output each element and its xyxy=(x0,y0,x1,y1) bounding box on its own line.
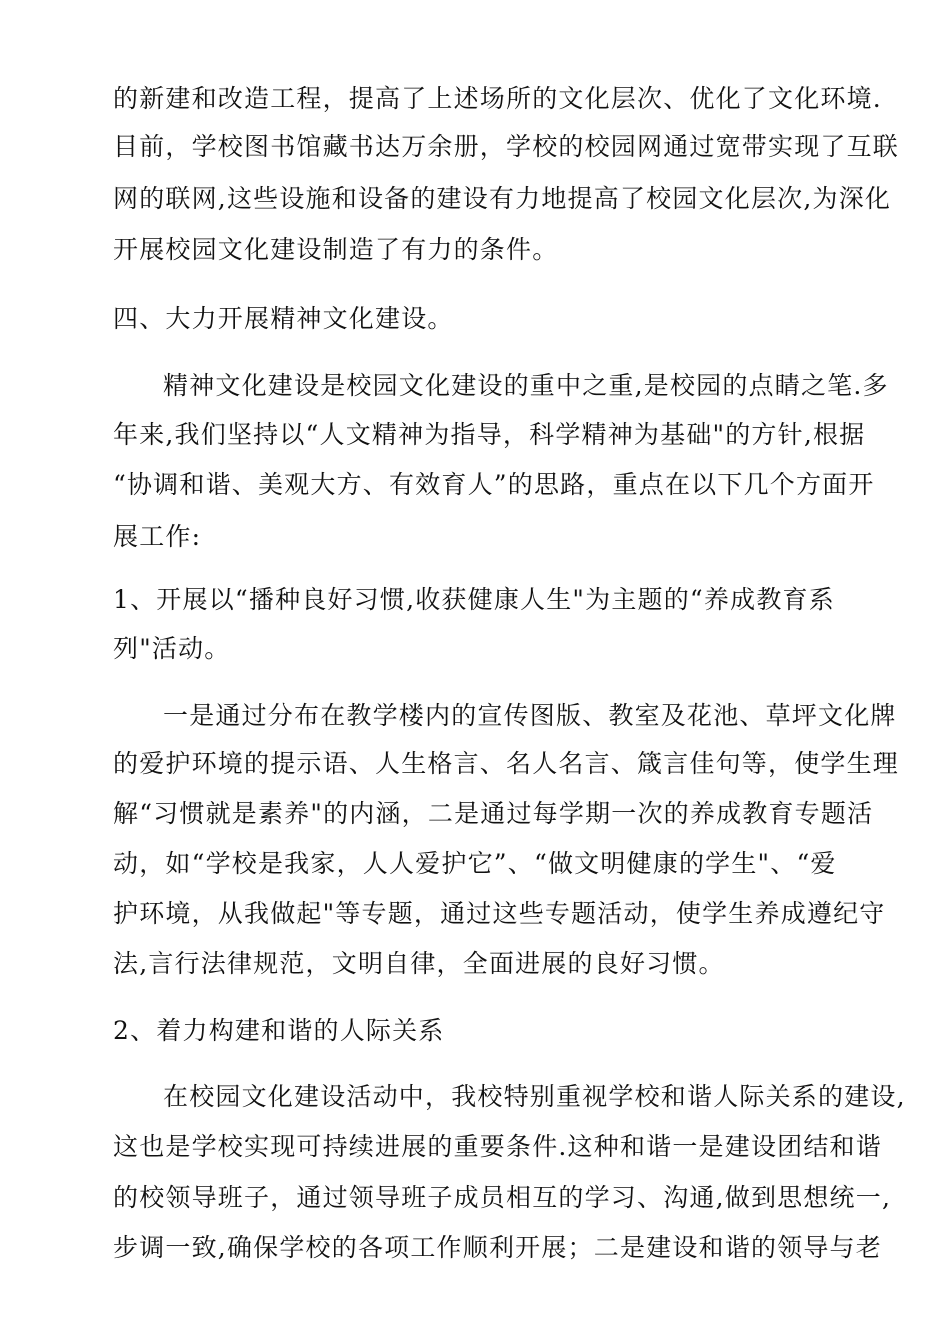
paragraph3-line-2: 这也是学校实现可持续进展的重要条件.这种和谐一是建设团结和谐 xyxy=(113,1132,882,1161)
paragraph2-line-5: 护环境，从我做起"等专题，通过这些专题活动，使学生养成遵纪守 xyxy=(113,899,886,928)
text-line-1: 的新建和改造工程，提高了上述场所的文化层次、优化了文化环境. xyxy=(113,84,882,113)
paragraph2-line-4: 动，如“学校是我家，人人爱护它”、“做文明健康的学生"、“爱 xyxy=(113,849,837,878)
paragraph-line-2: 年来,我们坚持以“人文精神为指导，科学精神为基础"的方针,根据 xyxy=(113,420,866,449)
list-item-1-line-1: 1、开展以“播种良好习惯,收获健康人生"为主题的“养成教育系 xyxy=(113,585,835,614)
list-item-2-heading: 2、着力构建和谐的人际关系 xyxy=(113,1016,445,1045)
paragraph3-line-4: 步调一致,确保学校的各项工作顺利开展；二是建设和谐的领导与老 xyxy=(113,1233,882,1262)
paragraph2-line-1: 一是通过分布在教学楼内的宣传图版、教室及花池、草坪文化牌 xyxy=(163,701,897,730)
section-heading-4: 四、大力开展精神文化建设。 xyxy=(113,304,454,333)
paragraph2-line-3: 解“习惯就是素养"的内涵，二是通过每学期一次的养成教育专题活 xyxy=(113,799,874,828)
paragraph-line-4: 展工作: xyxy=(113,522,202,551)
paragraph2-line-2: 的爱护环境的提示语、人生格言、名人名言、箴言佳句等，使学生理 xyxy=(113,749,900,778)
paragraph-line-3: “协调和谐、美观大方、有效育人”的思路，重点在以下几个方面开 xyxy=(113,470,875,499)
text-line-2: 目前，学校图书馆藏书达万余册，学校的校园网通过宽带实现了互联 xyxy=(113,132,900,161)
paragraph3-line-1: 在校园文化建设活动中，我校特别重视学校和谐人际关系的建设, xyxy=(163,1082,906,1111)
paragraph3-line-3: 的校领导班子，通过领导班子成员相互的学习、沟通,做到思想统一, xyxy=(113,1183,892,1212)
text-line-4: 开展校园文化建设制造了有力的条件。 xyxy=(113,235,559,264)
paragraph2-line-6: 法,言行法律规范，文明自律，全面进展的良好习惯。 xyxy=(113,949,725,978)
list-item-1-line-2: 列"活动。 xyxy=(113,634,231,663)
text-line-3: 网的联网,这些设施和设备的建设有力地提高了校园文化层次,为深化 xyxy=(113,184,892,213)
paragraph-line-1: 精神文化建设是校园文化建设的重中之重,是校园的点睛之笔.多 xyxy=(163,371,889,400)
